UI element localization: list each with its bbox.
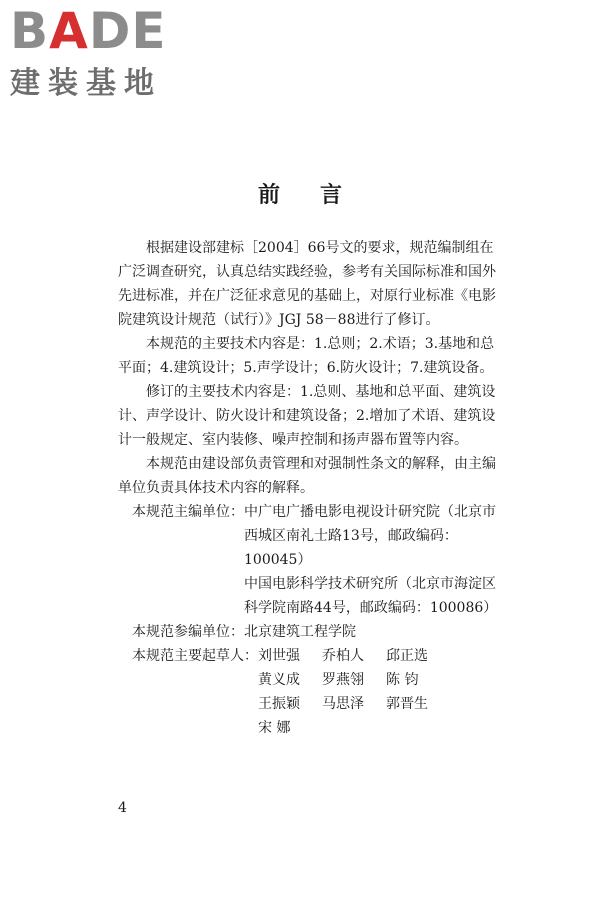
chief-units-entry: [118, 500, 506, 620]
drafter-name: 陈 钧: [386, 672, 419, 688]
chief-unit: 中广电广播电影电视设计研究院（北京市西城区南礼士路13号，邮政编码：100045）: [244, 504, 496, 568]
page-number: 4: [118, 800, 127, 816]
drafter-name: 黄义成: [258, 672, 300, 688]
drafter-name: 马思泽: [322, 696, 364, 712]
drafters-list: [258, 644, 506, 740]
drafter-name: 乔柏人: [322, 648, 364, 664]
logo-subtitle: 建装基地: [10, 66, 162, 101]
drafter-name: 王振颖: [258, 696, 300, 712]
drafters-label: 本规范主要起草人：: [132, 648, 258, 664]
preface-body: [118, 236, 506, 740]
drafter-name: 郭晋生: [386, 696, 428, 712]
paragraph: 修订的主要技术内容是：1.总则、基地和总平面、建筑设计、声学设计、防火设计和建筑设备；2.增加了术语、建筑设计一般规定、室内装修、噪声控制和扬声器布置等内容。: [118, 384, 496, 448]
page-title: 前言: [257, 182, 382, 208]
bade-logo: [10, 2, 180, 102]
paragraph: 本规范的主要技术内容是：1.总则；2.术语；3.基地和总平面；4.建筑设计；5.声学设计；6.防火设计；7.建筑设备。: [118, 336, 495, 376]
paragraph: 本规范由建设部负责管理和对强制性条文的解释，由主编单位负责具体技术内容的解释。: [118, 456, 496, 496]
chief-units-list: [244, 500, 506, 620]
participating-units-entry: [118, 620, 506, 644]
drafter-name: 罗燕翎: [322, 672, 364, 688]
participating-units-label: 本规范参编单位：: [132, 624, 244, 640]
chief-unit: 中国电影科学技术研究所（北京市海淀区科学院南路44号，邮政编码：100086）: [244, 576, 498, 616]
logo-letter-b: B: [10, 2, 50, 60]
chief-units-label: 本规范主编单位：: [132, 504, 244, 520]
logo-letter-a: A: [49, 2, 89, 60]
paragraph: 根据建设部建标［2004］66号文的要求，规范编制组在广泛调查研究，认真总结实践经验，参考有关国际标准和国外先进标准，并在广泛征求意见的基础上，对原行业标准《电影院建筑设计规范（试行）》JGJ 58－88进行了修订。: [118, 240, 496, 328]
drafter-name: 邱正选: [386, 648, 428, 664]
participating-unit: 北京建筑工程学院: [244, 624, 356, 640]
logo-wordmark: [10, 2, 180, 60]
drafters-entry: [118, 644, 506, 740]
logo-letters-de: DE: [88, 2, 167, 60]
drafter-name: 宋 娜: [258, 720, 291, 736]
drafter-name: 刘世强: [258, 648, 300, 664]
